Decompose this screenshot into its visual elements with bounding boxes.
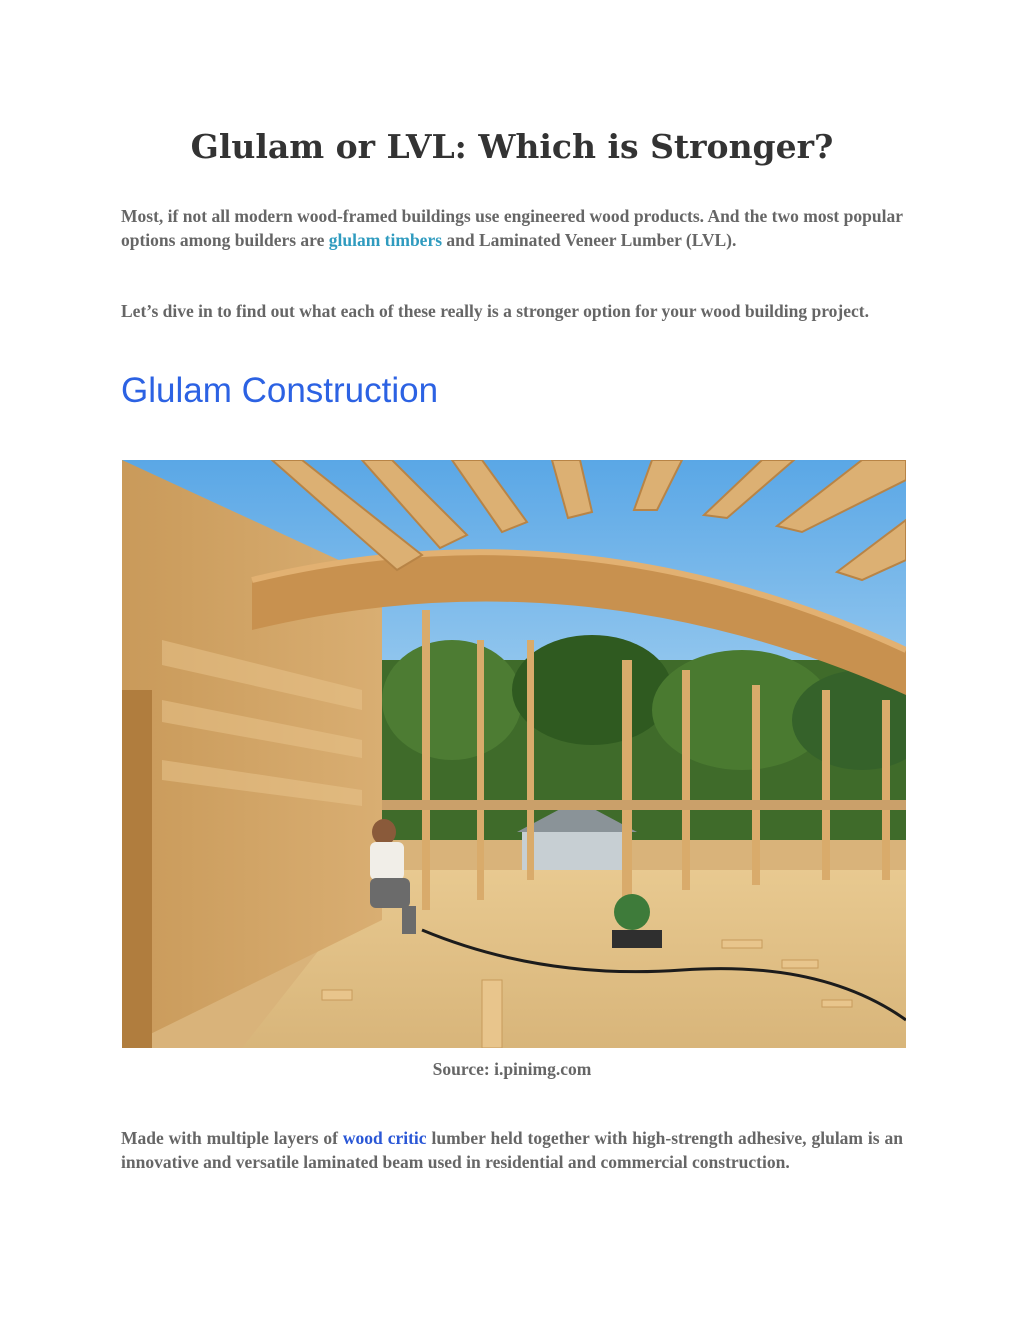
page-title: Glulam or LVL: Which is Stronger? [190,127,834,166]
image-caption: Source: i.pinimg.com [432,1059,592,1079]
glulam-timbers-link[interactable]: glulam timbers [328,230,443,250]
construction-photo [122,460,906,1048]
intro-paragraph [121,204,903,252]
section-heading: Glulam Construction [121,371,439,410]
wood-critic-link[interactable]: wood critic [342,1128,427,1148]
intro-text-start: Most, if not all modern wood-framed buildings use engineered wood products. And the two most popular options among builders are [121,206,903,250]
intro-text-end: and Laminated Veneer Lumber (LVL). [442,230,737,250]
body-paragraph [121,1126,903,1174]
construction-photo-illustration [122,460,906,1048]
intro-paragraph-2: Let’s dive in to find out what each of these really is a stronger option for your wood building project. [121,301,869,321]
body-text-end: lumber held together with high-strength adhesive, glulam is an innovative and versatile laminated beam used in residential and commercial construction. [121,1128,903,1172]
body-text-start: Made with multiple layers of [121,1128,343,1148]
